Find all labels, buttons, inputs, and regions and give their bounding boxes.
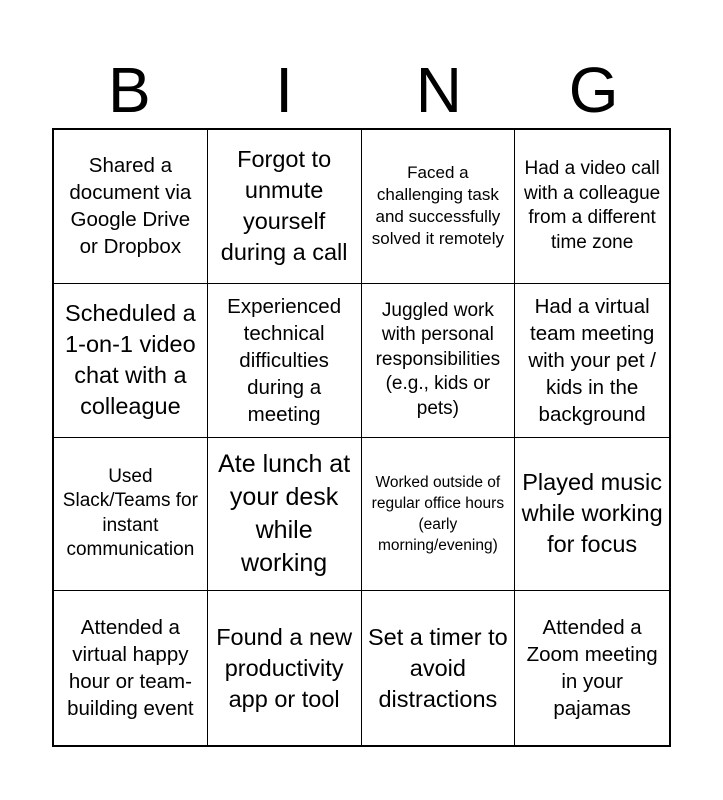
bingo-header (52, 52, 671, 128)
bingo-cell-7[interactable] (362, 284, 516, 438)
cell-text: Had a virtual team meeting with your pet / kids in the background (528, 294, 656, 426)
cell-text: Shared a document via Google Drive or Dropbox (69, 154, 192, 259)
bingo-cell-16[interactable] (515, 591, 669, 745)
header-letter-g: G (568, 54, 619, 126)
bingo-cell-8[interactable] (515, 284, 669, 438)
cell-text: Ate lunch at your desk while working (218, 449, 351, 577)
cell-text: Juggled work with personal responsibilities (e.g., kids or pets) (375, 299, 501, 419)
cell-text: Attended a virtual happy hour or team-building event (67, 616, 194, 721)
cell-text: Forgot to unmute yourself during a call (220, 146, 348, 266)
bingo-cell-12[interactable] (515, 438, 669, 592)
cell-text: Had a video call with a colleague from a different time zone (523, 158, 661, 253)
bingo-cell-3[interactable] (362, 130, 516, 284)
cell-text: Found a new productivity app or tool (216, 623, 353, 712)
bingo-cell-1[interactable] (54, 130, 208, 284)
header-letter-i: I (275, 54, 294, 126)
bingo-cell-4[interactable] (515, 130, 669, 284)
bingo-cell-6[interactable] (208, 284, 362, 438)
bingo-cell-5[interactable] (54, 284, 208, 438)
bingo-cell-2[interactable] (208, 130, 362, 284)
cell-text: Experienced technical difficulties during a meeting (227, 294, 342, 426)
bingo-cell-11[interactable] (362, 438, 516, 592)
bingo-board (52, 128, 671, 747)
bingo-cell-9[interactable] (54, 438, 208, 592)
bingo-cell-14[interactable] (208, 591, 362, 745)
cell-text: Used Slack/Teams for instant communication (62, 465, 198, 561)
cell-text: Scheduled a 1-on-1 video chat with a colleague (65, 300, 196, 420)
header-letter-n: N (415, 54, 462, 126)
cell-text: Played music while working for focus (521, 469, 663, 558)
bingo-cell-15[interactable] (362, 591, 516, 745)
bingo-cell-10[interactable] (208, 438, 362, 592)
cell-text: Faced a challenging task and successfully solved it remotely (371, 163, 505, 249)
header-letter-b: B (108, 54, 151, 126)
cell-text: Worked outside of regular office hours (early morning/evening) (371, 473, 505, 554)
cell-text: Set a timer to avoid distractions (368, 623, 508, 712)
bingo-cell-13[interactable] (54, 591, 208, 745)
cell-text: Attended a Zoom meeting in your pajamas (526, 616, 658, 721)
